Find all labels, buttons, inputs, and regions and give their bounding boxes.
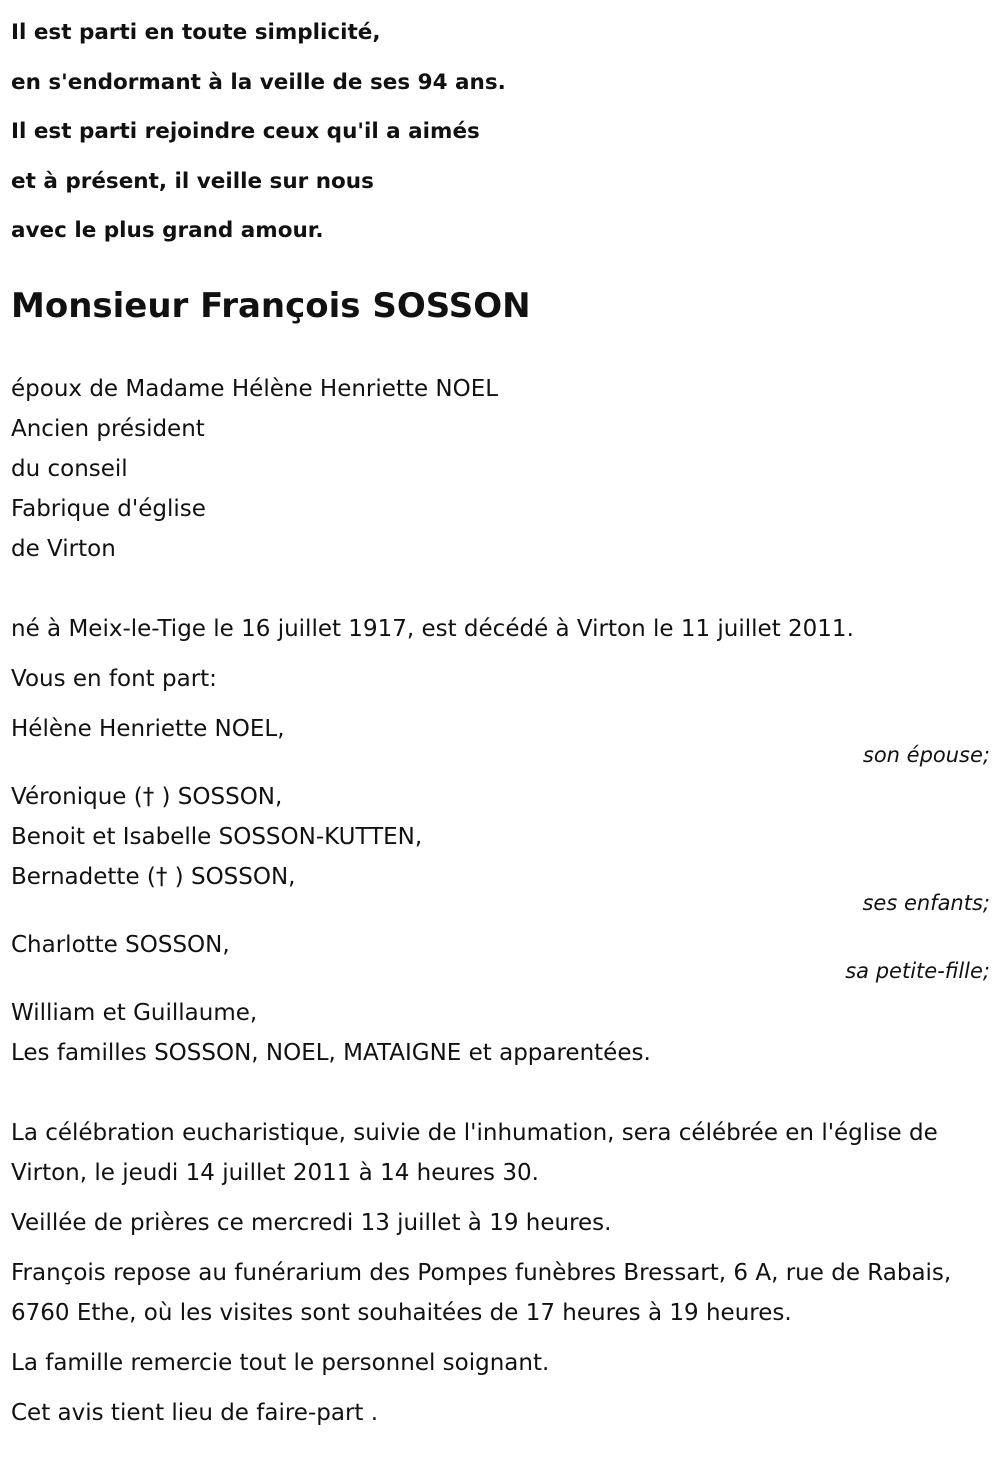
- poem-line: avec le plus grand amour.: [11, 218, 324, 243]
- relation-label: son épouse;: [862, 742, 990, 767]
- announce-line: Vous en font part:: [11, 665, 217, 692]
- title-line: Fabrique d'église: [11, 495, 206, 522]
- family-member: Benoit et Isabelle SOSSON-KUTTEN,: [11, 823, 423, 850]
- poem-line: Il est parti rejoindre ceux qu'il a aimés: [11, 119, 480, 144]
- family-member: William et Guillaume,: [11, 999, 258, 1026]
- thanks-paragraph: La famille remercie tout le personnel soignant.: [11, 1349, 550, 1376]
- family-group-spouse: [11, 709, 990, 767]
- relation-label: sa petite-fille;: [845, 958, 990, 983]
- family-member: Véronique († ) SOSSON,: [11, 783, 283, 810]
- vigil-paragraph: Veillée de prières ce mercredi 13 juillet à 19 heures.: [11, 1209, 612, 1236]
- family-member: Hélène Henriette NOEL,: [11, 715, 285, 742]
- family-member: Les familles SOSSON, NOEL, MATAIGNE et apparentées.: [11, 1039, 651, 1066]
- family-member: Charlotte SOSSON,: [11, 931, 230, 958]
- poem-line: et à présent, il veille sur nous: [11, 168, 374, 194]
- title-line: du conseil: [11, 455, 128, 482]
- title-line: Ancien président: [11, 415, 205, 442]
- poem: [11, 8, 990, 256]
- birth-death-line: né à Meix-le-Tige le 16 juillet 1917, est décédé à Virton le 11 juillet 2011.: [11, 615, 854, 642]
- poem-line: en s'endormant à la veille de ses 94 ans.: [11, 69, 506, 95]
- poem-line: Il est parti en toute simplicité,: [11, 20, 381, 45]
- deceased-name: Monsieur François SOSSON: [11, 285, 531, 326]
- other-family: [11, 993, 990, 1073]
- titles-block: [11, 369, 990, 569]
- notice-paragraph: Cet avis tient lieu de faire-part .: [11, 1399, 379, 1426]
- title-line: époux de Madame Hélène Henriette NOEL: [11, 375, 499, 402]
- relation-label: ses enfants;: [862, 890, 990, 915]
- title-line: de Virton: [11, 535, 116, 562]
- celebration-paragraph: La célébration eucharistique, suivie de l'inhumation, sera célébrée en l'église de Virton, le jeudi 14 juillet 2011 à 14 heures 30.: [11, 1119, 938, 1186]
- family-group-grandchild: [11, 925, 990, 983]
- family-group-children: [11, 777, 990, 915]
- family-member: Bernadette († ) SOSSON,: [11, 863, 296, 890]
- funeral-home-paragraph: François repose au funérarium des Pompes funèbres Bressart, 6 A, rue de Rabais, 6760 Ethe, où les visites sont souhaitées de 17 heures à 19 heures.: [11, 1259, 952, 1326]
